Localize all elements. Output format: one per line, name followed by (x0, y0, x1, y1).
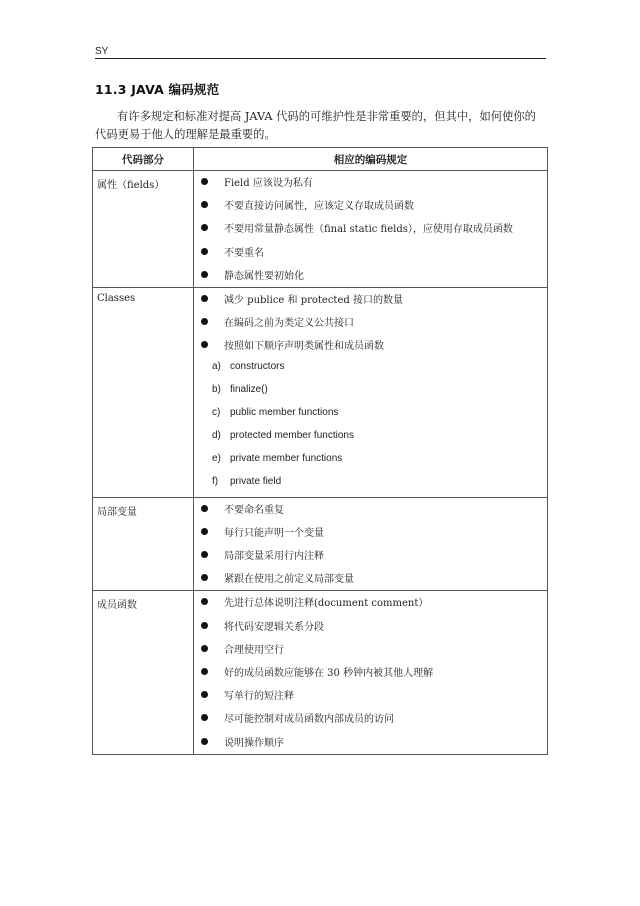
sub-item-text: constructors (230, 360, 285, 372)
rule-text: 不要命名重复 (224, 504, 284, 516)
rule-text: 在编码之前为类定义公共接口 (224, 318, 354, 330)
rules-cell (194, 591, 548, 754)
rule-item (194, 544, 547, 567)
ordered-sub-item (194, 381, 547, 404)
rules-cell (194, 497, 548, 591)
section-title: 11.3 JAVA 编码规范 (95, 82, 220, 97)
table-body (93, 171, 548, 755)
ordered-sub-item (194, 450, 547, 473)
rule-item (194, 638, 547, 661)
table-row (93, 287, 548, 497)
rule-text: 每行只能声明一个变量 (224, 527, 324, 539)
bullet-icon (201, 528, 208, 535)
bullet-icon (201, 341, 208, 348)
rule-text: 按照如下顺序声明类属性和成员函数 (224, 341, 384, 353)
rule-item (194, 661, 547, 684)
ordered-sub-item (194, 404, 547, 427)
rule-text: Field 应该设为私有 (224, 178, 313, 189)
rule-item (194, 241, 547, 264)
rule-item (194, 615, 547, 638)
rule-text: 不要重名 (224, 247, 264, 259)
bullet-icon (201, 738, 208, 745)
code-part-label: 成员函数 (97, 600, 137, 612)
rule-item (194, 194, 547, 217)
sub-item-marker: b) (212, 383, 221, 395)
rule-text: 合理使用空行 (224, 644, 284, 656)
rules-cell (194, 287, 548, 497)
rule-item (194, 684, 547, 707)
bullet-icon (201, 224, 208, 231)
rule-text: 写单行的短注释 (224, 691, 294, 703)
sub-item-marker: f) (212, 476, 219, 488)
rule-text: 先进行总体说明注释(document comment） (224, 598, 429, 610)
rule-item (194, 217, 547, 240)
code-part-cell (93, 591, 194, 754)
rule-item (194, 288, 547, 311)
sub-item-marker: a) (212, 360, 221, 372)
header-code-part: 代码部分 (93, 148, 194, 171)
rule-text: 说明操作顺序 (224, 737, 284, 749)
bullet-icon (201, 598, 208, 605)
bullet-icon (201, 248, 208, 255)
bullet-icon (201, 295, 208, 302)
table-row (93, 497, 548, 591)
bullet-icon (201, 622, 208, 629)
rule-text: 将代码安逻辑关系分段 (224, 621, 324, 633)
rule-text: 好的成员函数应能够在 30 秒钟内被其他人理解 (224, 667, 434, 679)
rule-text: 紧跟在使用之前定义局部变量 (224, 574, 354, 586)
coding-standards-table (92, 147, 548, 755)
code-part-label: Classes (97, 292, 136, 304)
sub-item-text: finalize() (230, 383, 268, 395)
code-part-label: 属性（fields） (97, 180, 165, 191)
sub-item-text: protected member functions (230, 430, 354, 442)
bullet-icon (201, 551, 208, 558)
bullet-icon (201, 505, 208, 512)
code-part-cell (93, 287, 194, 497)
rule-text: 局部变量采用行内注释 (224, 551, 324, 562)
code-part-cell (93, 497, 194, 591)
rules-cell (194, 171, 548, 288)
rule-text: 减少 publice 和 protected 接口的数量 (224, 294, 403, 306)
rule-item (194, 591, 547, 614)
bullet-icon (201, 714, 208, 721)
rule-item (194, 498, 547, 521)
bullet-icon (201, 574, 208, 581)
bullet-icon (201, 178, 208, 185)
ordered-sub-item (194, 473, 547, 496)
code-part-cell (93, 171, 194, 288)
sub-item-text: private field (230, 476, 282, 488)
sub-item-marker: c) (212, 406, 221, 418)
rule-item (194, 731, 547, 754)
sub-item-text: private member functions (230, 453, 343, 465)
bullet-icon (201, 645, 208, 652)
rule-text: 不要用常量静态属性（final static fields），应使用存取成员函数 (224, 224, 513, 236)
intro-paragraph: 有许多规定和标准对提高 JAVA 代码的可维护性是非常重要的，但其中，如何使你的代码更易于他人的理解是最重要的。 (95, 110, 536, 141)
table-row (93, 591, 548, 754)
rule-text: 不要直接访问属性，应该定义存取成员函数 (224, 201, 414, 213)
rule-text: 尽可能控制对成员函数内部成员的访问 (224, 714, 394, 726)
rule-item (194, 521, 547, 544)
code-part-label: 局部变量 (97, 506, 137, 518)
bullet-icon (201, 668, 208, 675)
rule-item (194, 171, 547, 194)
rule-text: 静态属性要初始化 (224, 270, 304, 282)
sub-item-marker: d) (212, 430, 221, 442)
bullet-icon (201, 201, 208, 208)
sub-item-text: public member functions (230, 406, 339, 418)
bullet-icon (201, 691, 208, 698)
rule-item (194, 311, 547, 334)
header-mark: SY (95, 46, 109, 57)
header-rules: 相应的编码规定 (194, 148, 548, 171)
sub-item-marker: e) (212, 453, 221, 465)
rule-item (194, 567, 547, 590)
rule-item (194, 264, 547, 287)
table-header-row (93, 148, 548, 171)
ordered-sub-item (194, 427, 547, 450)
rule-item (194, 334, 547, 357)
header-rule (95, 58, 546, 59)
rule-item (194, 707, 547, 730)
bullet-icon (201, 318, 208, 325)
table-row (93, 171, 548, 288)
bullet-icon (201, 271, 208, 278)
ordered-sub-item (194, 358, 547, 381)
